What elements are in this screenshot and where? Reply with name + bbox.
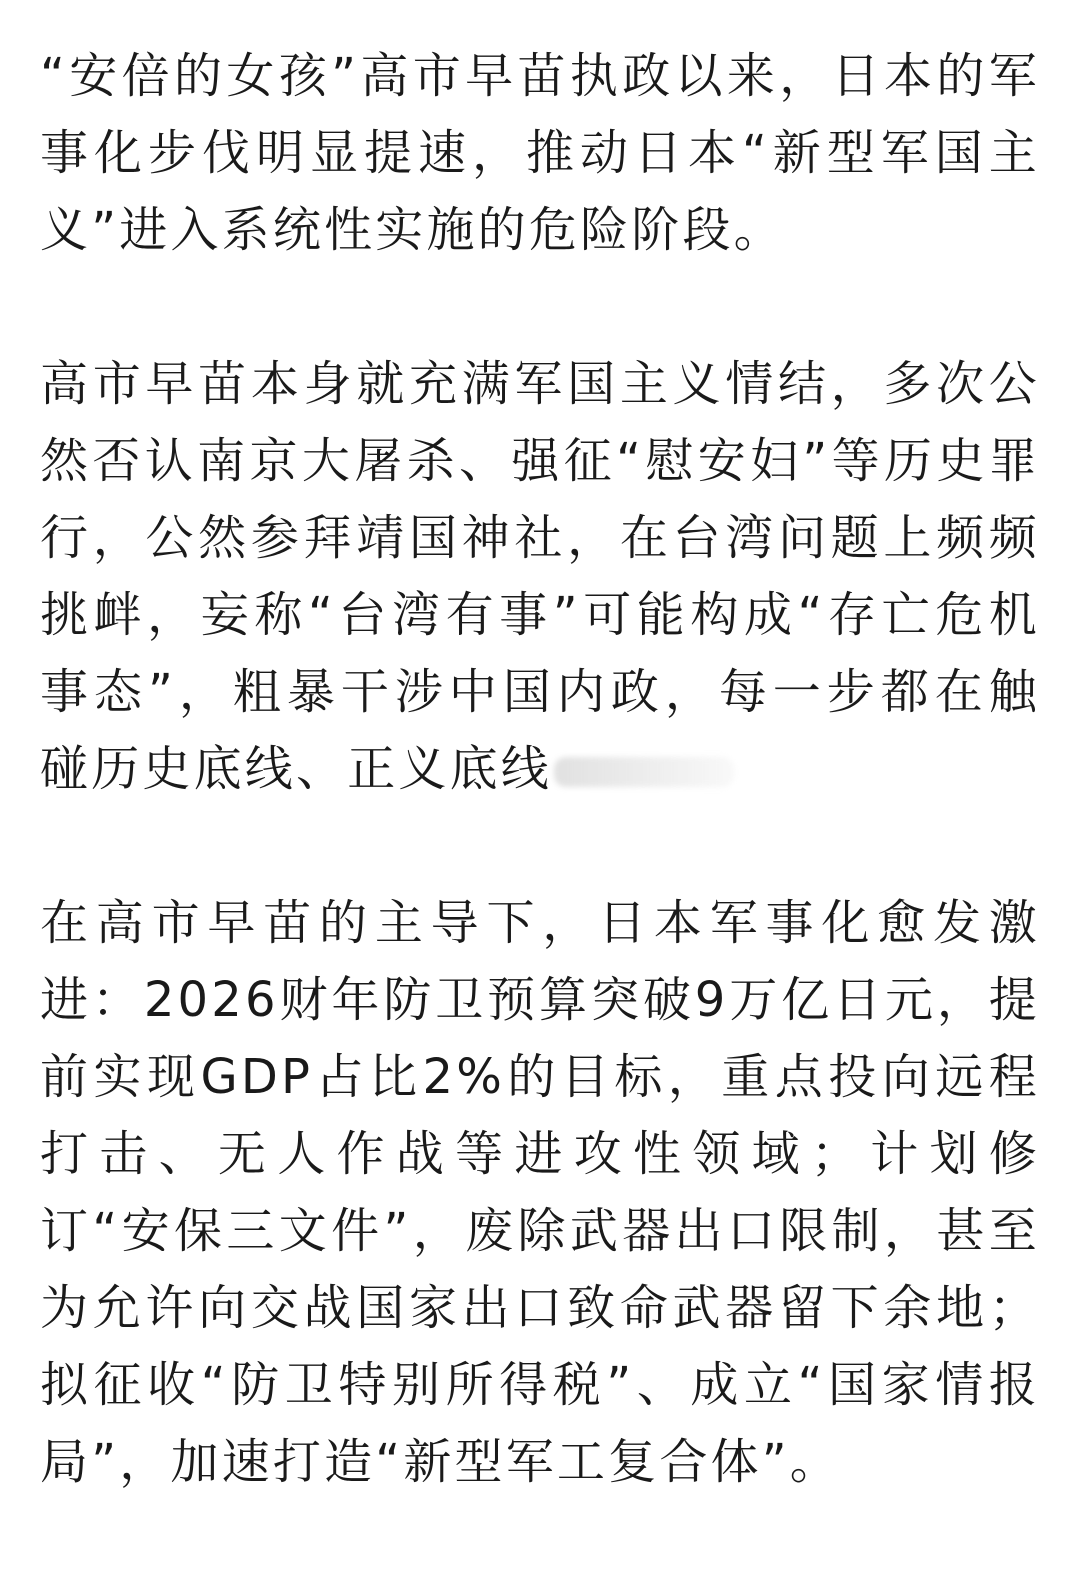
paragraph-2 xyxy=(40,346,1040,808)
paragraph-1-text: “安倍的女孩”高市早苗执政以来，日本的军事化步伐明显提速，推动日本“新型军国主义”进入系统性实施的危险阶段。 xyxy=(40,48,1040,258)
paragraph-3 xyxy=(40,885,1040,1501)
paragraph-3-text: 在高市早苗的主导下，日本军事化愈发激进：2026财年防卫预算突破9万亿日元，提前实现GDP占比2%的目标，重点投向远程打击、无人作战等进攻性领域；计划修订“安保三文件”，废除武器出口限制，甚至为允许向交战国家出口致命武器留下余地；拟征收“防卫特别所得税”、成立“国家情报局”，加速打造“新型军工复合体”。 xyxy=(40,895,1040,1490)
paragraph-2-text: 高市早苗本身就充满军国主义情结，多次公然否认南京大屠杀、强征“慰安妇”等历史罪行，公然参拜靖国神社，在台湾问题上频频挑衅，妄称“台湾有事”可能构成“存亡危机事态”，粗暴干涉中国内政，每一步都在触碰历史底线、正义底线 xyxy=(40,356,1040,797)
article-body xyxy=(40,38,1040,1501)
blurred-watermark xyxy=(554,757,734,787)
paragraph-1 xyxy=(40,38,1040,269)
